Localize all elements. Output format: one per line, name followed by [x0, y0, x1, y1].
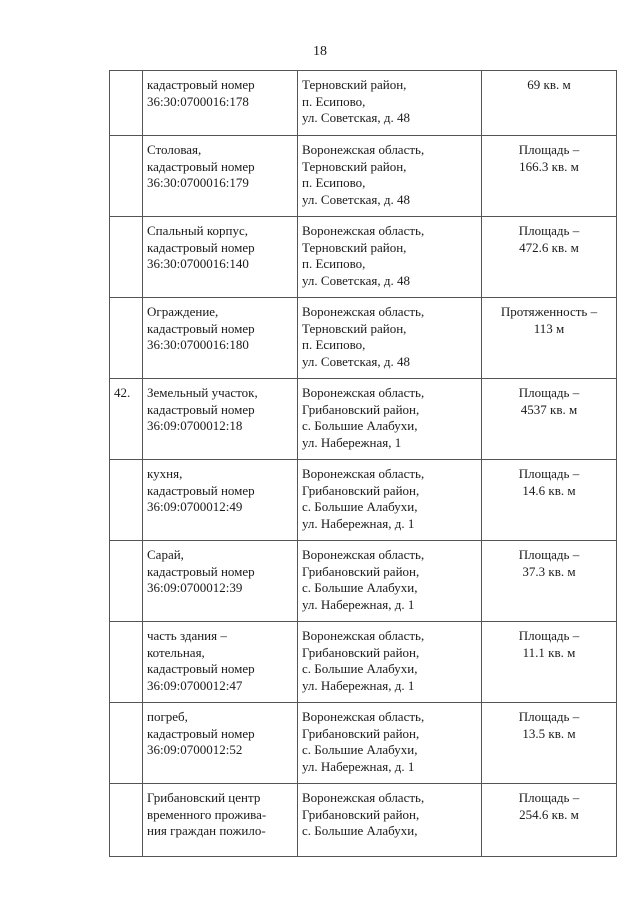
object-address: Воронежская область, Терновский район, п. Есипово, ул. Советская, д. 48 [298, 217, 482, 298]
row-number [110, 298, 143, 379]
object-address: Воронежская область, Грибановский район, с. Большие Алабухи, ул. Набережная, 1 [298, 379, 482, 460]
object-description: Спальный корпус, кадастровый номер 36:30:0700016:140 [143, 217, 298, 298]
object-size: Площадь – 37.3 кв. м [482, 541, 617, 622]
table-row [110, 784, 617, 857]
table-row [110, 217, 617, 298]
table-row [110, 541, 617, 622]
object-size: 69 кв. м [482, 71, 617, 136]
object-size: Площадь – 14.6 кв. м [482, 460, 617, 541]
object-description: часть здания – котельная, кадастровый номер 36:09:0700012:47 [143, 622, 298, 703]
object-description: Ограждение, кадастровый номер 36:30:0700016:180 [143, 298, 298, 379]
object-address: Воронежская область, Грибановский район, с. Большие Алабухи, ул. Набережная, д. 1 [298, 622, 482, 703]
object-size: Площадь – 13.5 кв. м [482, 703, 617, 784]
row-number [110, 703, 143, 784]
object-address: Терновский район, п. Есипово, ул. Советская, д. 48 [298, 71, 482, 136]
object-size: Площадь – 4537 кв. м [482, 379, 617, 460]
row-number [110, 541, 143, 622]
table-row [110, 703, 617, 784]
object-description: Земельный участок, кадастровый номер 36:09:0700012:18 [143, 379, 298, 460]
property-table [109, 70, 617, 857]
object-address: Воронежская область, Терновский район, п. Есипово, ул. Советская, д. 48 [298, 136, 482, 217]
row-number [110, 217, 143, 298]
object-address: Воронежская область, Грибановский район, с. Большие Алабухи, ул. Набережная, д. 1 [298, 703, 482, 784]
object-size: Площадь – 254.6 кв. м [482, 784, 617, 857]
object-address: Воронежская область, Грибановский район, с. Большие Алабухи, ул. Набережная, д. 1 [298, 541, 482, 622]
row-number [110, 136, 143, 217]
object-description: погреб, кадастровый номер 36:09:0700012:52 [143, 703, 298, 784]
table-row [110, 379, 617, 460]
object-description: Грибановский центр временного прожива- ния граждан пожило- [143, 784, 298, 857]
object-description: кадастровый номер 36:30:0700016:178 [143, 71, 298, 136]
row-number [110, 71, 143, 136]
table-row [110, 622, 617, 703]
table-row [110, 136, 617, 217]
object-description: кухня, кадастровый номер 36:09:0700012:49 [143, 460, 298, 541]
table-row [110, 298, 617, 379]
object-description: Сарай, кадастровый номер 36:09:0700012:39 [143, 541, 298, 622]
table-row [110, 460, 617, 541]
object-description: Столовая, кадастровый номер 36:30:0700016:179 [143, 136, 298, 217]
object-size: Площадь – 11.1 кв. м [482, 622, 617, 703]
object-size: Площадь – 472.6 кв. м [482, 217, 617, 298]
object-size: Площадь – 166.3 кв. м [482, 136, 617, 217]
object-size: Протяженность – 113 м [482, 298, 617, 379]
object-address: Воронежская область, Грибановский район, с. Большие Алабухи, [298, 784, 482, 857]
row-number [110, 784, 143, 857]
page-number: 18 [313, 44, 327, 59]
row-number: 42. [110, 379, 143, 460]
object-address: Воронежская область, Терновский район, п. Есипово, ул. Советская, д. 48 [298, 298, 482, 379]
row-number [110, 622, 143, 703]
object-address: Воронежская область, Грибановский район, с. Большие Алабухи, ул. Набережная, д. 1 [298, 460, 482, 541]
table-row [110, 71, 617, 136]
row-number [110, 460, 143, 541]
